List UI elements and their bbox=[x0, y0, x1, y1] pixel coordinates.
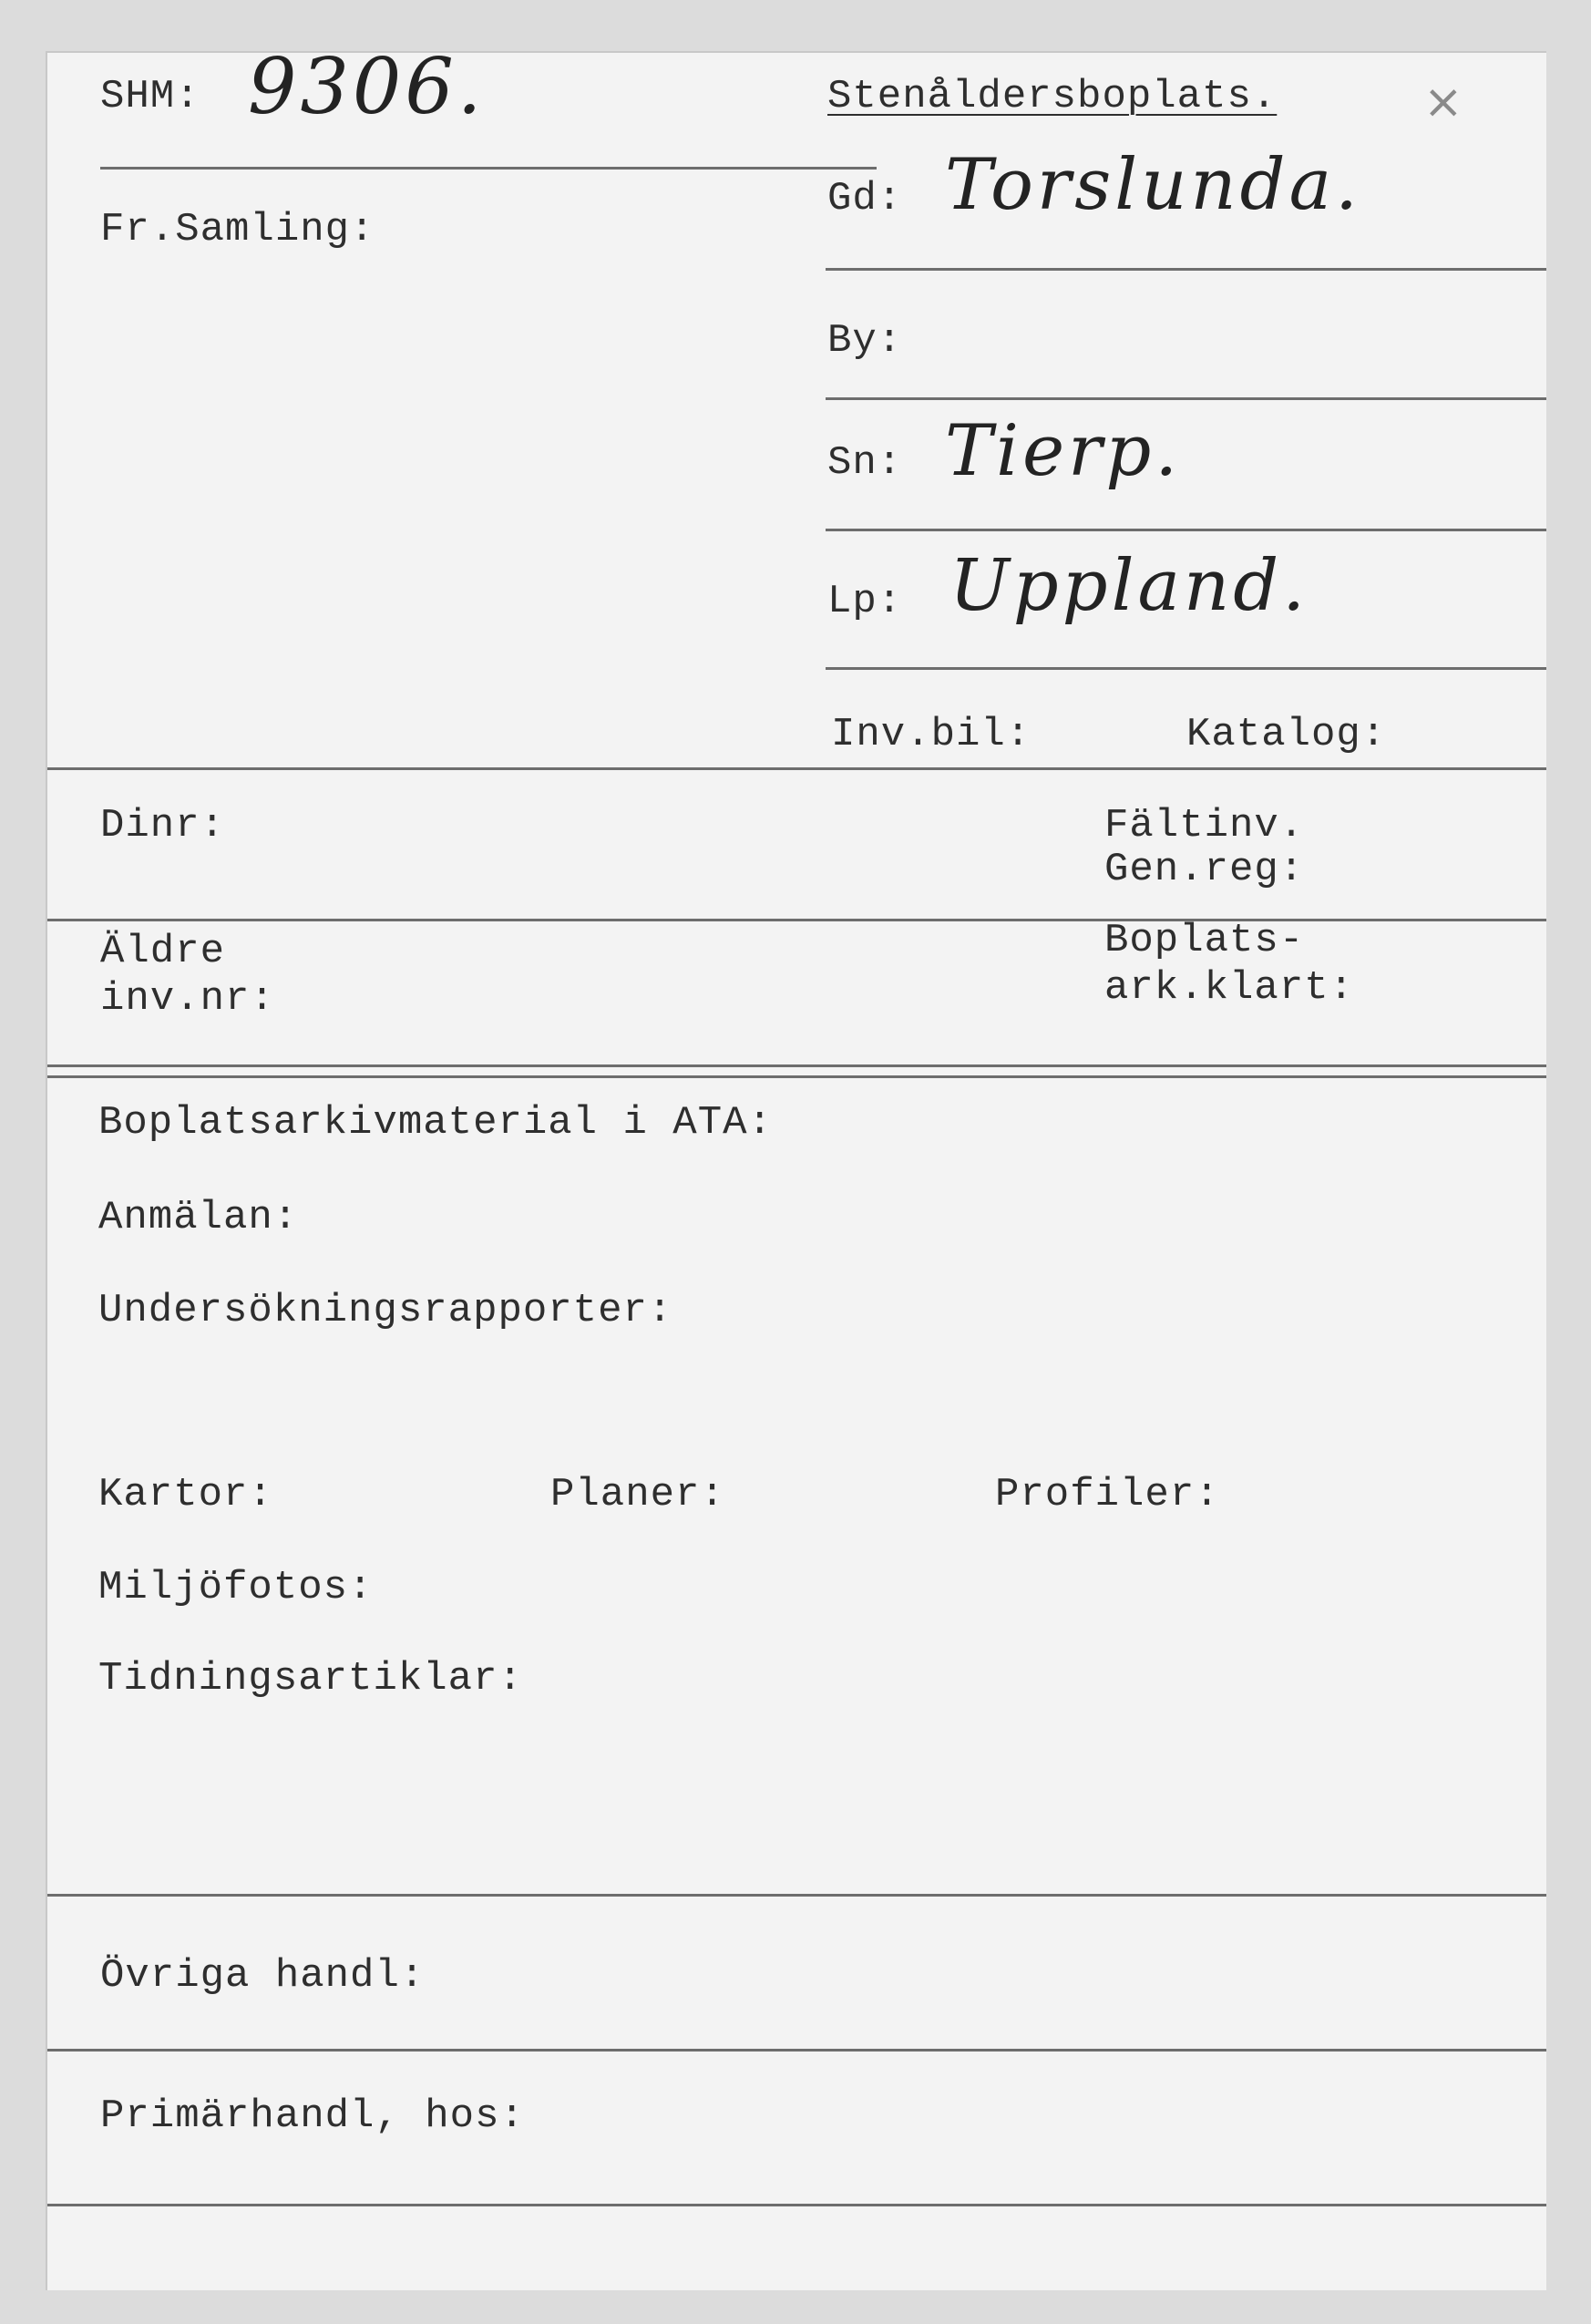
section-rule-3 bbox=[47, 1894, 1546, 1897]
section-rule-5 bbox=[47, 2204, 1546, 2206]
sn-rule bbox=[826, 529, 1546, 531]
by-rule bbox=[826, 397, 1546, 400]
boplatsarkiv-label: Boplatsarkivmaterial i ATA: bbox=[98, 1100, 773, 1146]
corner-mark: × bbox=[1423, 75, 1463, 129]
shm-number-handwritten: 9306. bbox=[248, 42, 486, 131]
double-rule-top bbox=[47, 1064, 1546, 1067]
lp-label: Lp: bbox=[827, 579, 903, 624]
gd-rule bbox=[826, 268, 1546, 271]
katalog-label: Katalog: bbox=[1186, 712, 1387, 757]
kartor-label: Kartor: bbox=[98, 1472, 273, 1517]
sn-label: Sn: bbox=[827, 440, 903, 486]
arkklart-label: ark.klart: bbox=[1104, 965, 1355, 1011]
section-rule-2 bbox=[47, 919, 1546, 921]
fr-samling-label: Fr.Samling: bbox=[100, 207, 375, 252]
dinr-label: Dinr: bbox=[100, 803, 226, 848]
tidning-label: Tidningsartiklar: bbox=[98, 1656, 523, 1702]
anmalan-label: Anmälan: bbox=[98, 1195, 299, 1240]
sn-value-handwritten: Tierp. bbox=[945, 410, 1182, 492]
inv-bil-label: Inv.bil: bbox=[831, 712, 1032, 757]
lp-rule bbox=[826, 667, 1546, 670]
genreg-label: Gen.reg: bbox=[1104, 847, 1305, 892]
profiler-label: Profiler: bbox=[995, 1472, 1220, 1517]
aldre-label: Äldre bbox=[100, 929, 226, 974]
lp-value-handwritten: Uppland. bbox=[949, 545, 1309, 627]
gd-value-handwritten: Torslunda. bbox=[945, 144, 1361, 226]
miljofotos-label: Miljöfotos: bbox=[98, 1565, 374, 1610]
shm-rule bbox=[100, 167, 877, 170]
shm-label: SHM: bbox=[100, 74, 200, 119]
primar-label: Primärhandl, hos: bbox=[100, 2093, 525, 2139]
index-card bbox=[46, 42, 1546, 2290]
ovriga-label: Övriga handl: bbox=[100, 1953, 426, 1999]
section-rule-1 bbox=[47, 767, 1546, 770]
invnr-label: inv.nr: bbox=[100, 976, 275, 1022]
card-title: Stenåldersboplats. bbox=[827, 74, 1278, 119]
double-rule-bottom bbox=[47, 1075, 1546, 1078]
undersokning-label: Undersökningsrapporter: bbox=[98, 1288, 673, 1333]
gd-label: Gd: bbox=[827, 176, 903, 221]
planer-label: Planer: bbox=[550, 1472, 725, 1517]
section-rule-4 bbox=[47, 2049, 1546, 2051]
boplats-label: Boplats- bbox=[1104, 918, 1305, 963]
by-label: By: bbox=[827, 318, 903, 364]
faltinv-label: Fältinv. bbox=[1104, 803, 1305, 848]
